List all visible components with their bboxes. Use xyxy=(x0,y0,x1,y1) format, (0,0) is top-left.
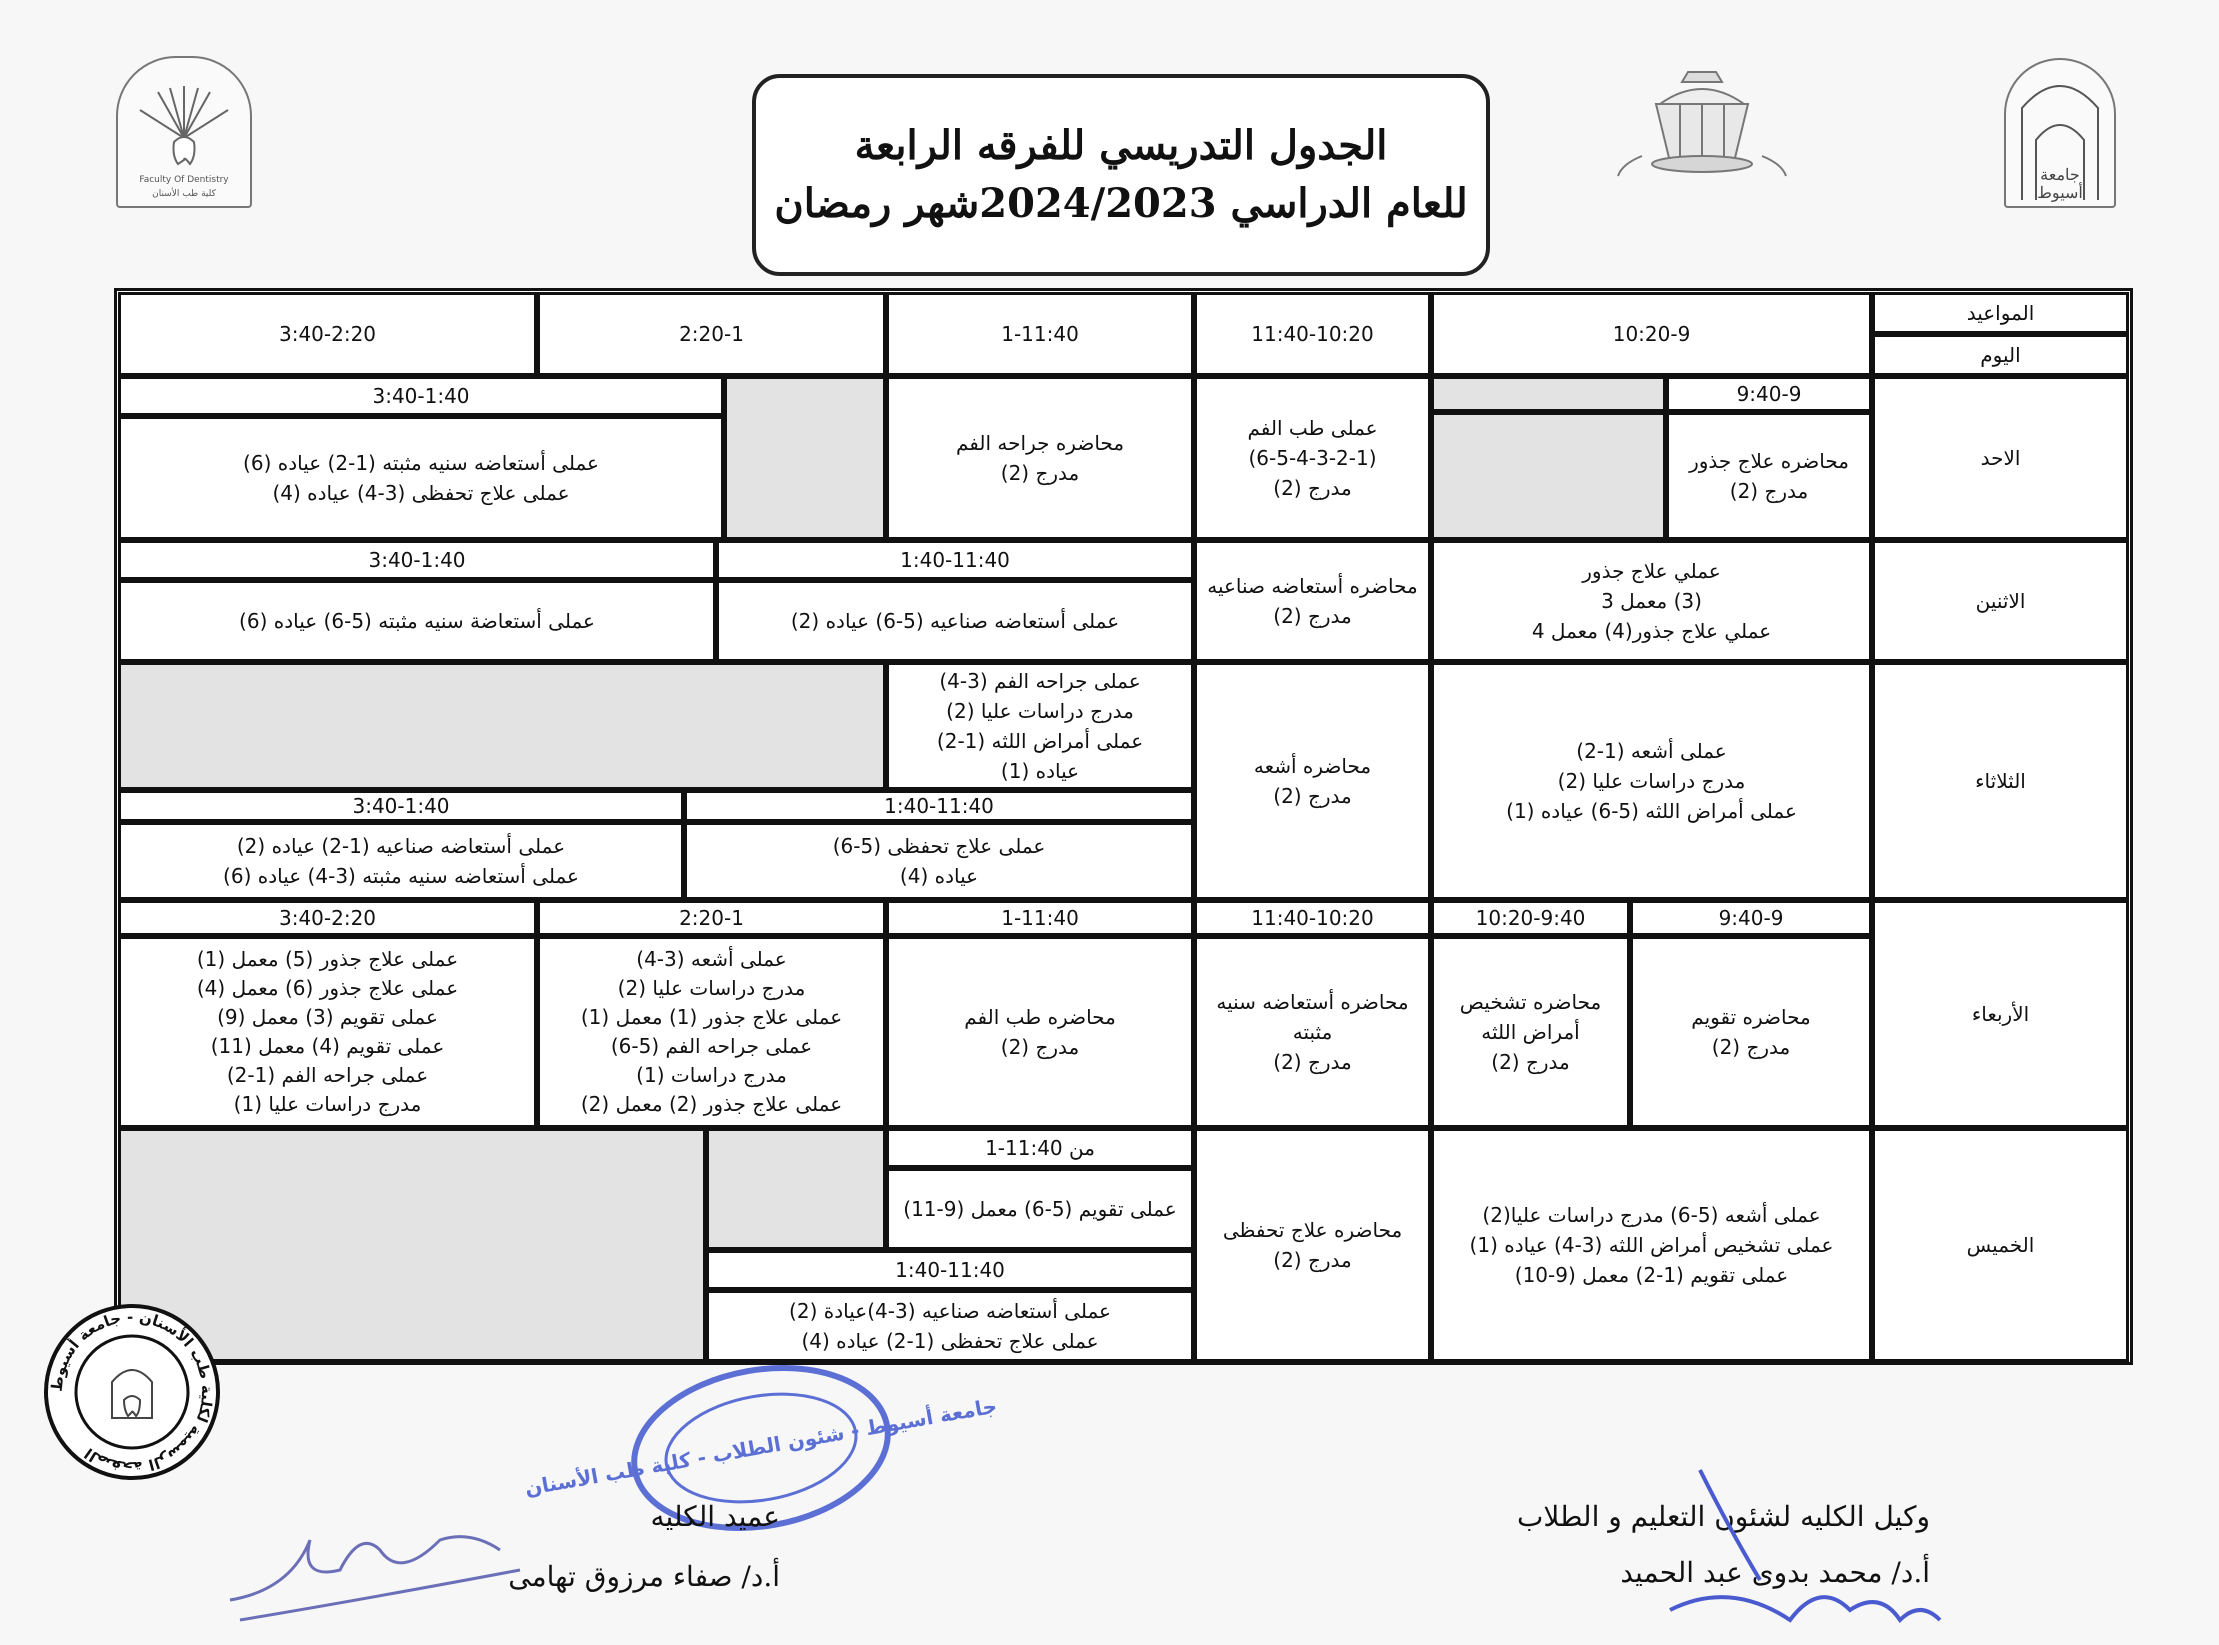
signature-icon xyxy=(1640,1460,1980,1640)
svg-text:جامعة: جامعة xyxy=(2040,165,2080,184)
tue-time-d: 1:40-11:40 xyxy=(684,790,1194,822)
day-thursday: الخميس xyxy=(1872,1128,2129,1362)
sun-time-a: 9:40-9 xyxy=(1666,376,1872,412)
header-slot-3: 1-11:40 xyxy=(886,292,1194,376)
sun-slot-b: عملى طب الفم (6-5-4-3-2-1) مدرج (2) xyxy=(1194,376,1431,540)
tue-slot-e: عملى أستعاضه صناعيه (1-2) عياده (2) عملى أستعاضه سنيه مثبته (3-4) عياده (6) xyxy=(118,822,684,900)
mon-time-c: 1:40-11:40 xyxy=(716,540,1194,580)
wed-time-f: 3:40-2:20 xyxy=(118,900,537,936)
tue-time-e: 3:40-1:40 xyxy=(118,790,684,822)
svg-text:Faculty Of Dentistry: Faculty Of Dentistry xyxy=(139,175,229,185)
thu-slot-d: عملى أستعاضه صناعيه (3-4)عيادة (2) عملى علاج تحفظى (1-2) عياده (4) xyxy=(706,1290,1194,1362)
wed-slot-e: عملى أشعه (3-4) مدرج دراسات عليا (2) عملى علاج جذور (1) معمل (1) عملى جراحه الفم (5-6) مدرج دراسات (1) عملى علاج جذور (2) معمل (2) xyxy=(537,936,886,1128)
university-logo xyxy=(2004,58,2116,208)
header-day: اليوم xyxy=(1872,334,2129,376)
header-appointments: المواعيد xyxy=(1872,292,2129,334)
tue-slot-a: عملى أشعه (1-2) مدرج دراسات عليا (2) عملى أمراض اللثه (5-6) عياده (1) xyxy=(1431,662,1872,900)
mon-time-d: 3:40-1:40 xyxy=(118,540,716,580)
vice-dean-title: وكيل الكليه لشئون التعليم و الطلاب xyxy=(1517,1500,1930,1533)
vice-dean-name: أ.د/ محمد بدوى عبد الحميد xyxy=(1620,1556,1930,1589)
title-line-1: الجدول التدريسي للفرقه الرابعة xyxy=(854,122,1388,169)
wed-slot-f: عملى علاج جذور (5) معمل (1) عملى علاج جذور (6) معمل (4) عملى تقويم (3) معمل (9) عملى تقويم (4) معمل (11) عملى جراحه الفم (1-2) مدرج دراسات عليا (1) xyxy=(118,936,537,1128)
sun-empty-mid xyxy=(1431,412,1666,540)
header-slot-2: 11:40-10:20 xyxy=(1194,292,1431,376)
sun-time-d: 3:40-1:40 xyxy=(118,376,724,416)
wed-slot-a: محاضره تقويم مدرج (2) xyxy=(1630,936,1872,1128)
sun-empty-c xyxy=(724,376,886,540)
day-monday: الاثنين xyxy=(1872,540,2129,662)
sun-slot-a: محاضره علاج جذور مدرج (2) xyxy=(1666,412,1872,540)
tue-empty xyxy=(118,662,886,790)
seal-text: الصفحة الرسمية لكلية طب الأسنان - جامعة أسيوط xyxy=(47,1307,217,1477)
header-slot-4: 2:20-1 xyxy=(537,292,886,376)
mon-slot-d: عملى أستعاضة سنيه مثبته (5-6) عياده (6) xyxy=(118,580,716,662)
lantern-icon xyxy=(1612,64,1792,184)
tooth-sunburst-icon xyxy=(118,58,250,206)
thu-slot-a: عملى أشعه (5-6) مدرج دراسات عليا(2) عملى تشخيص أمراض اللثه (3-4) عياده (1) عملى تقويم (1-2) معمل (9-10) xyxy=(1431,1128,1872,1362)
svg-text:أسيوط: أسيوط xyxy=(2037,183,2083,202)
thu-time-c: من 11:40-1 xyxy=(886,1128,1194,1168)
wed-time-c: 11:40-10:20 xyxy=(1194,900,1431,936)
mon-slot-c: عملى أستعاضه صناعيه (5-6) عياده (2) xyxy=(716,580,1194,662)
faculty-logo xyxy=(116,56,252,208)
day-sunday: الاحد xyxy=(1872,376,2129,540)
vice-dean-signature xyxy=(1640,1460,1980,1640)
day-wednesday: الأربعاء xyxy=(1872,900,2129,1128)
wed-time-b: 10:20-9:40 xyxy=(1431,900,1630,936)
wed-slot-d: محاضره طب الفم مدرج (2) xyxy=(886,936,1194,1128)
thu-empty-small xyxy=(706,1128,886,1250)
thu-slot-c: عملى تقويم (5-6) معمل (9-11) xyxy=(886,1168,1194,1250)
dean-signature xyxy=(220,1490,540,1640)
mon-slot-a: عملي علاج جذور (3) معمل 3 عملي علاج جذور(4) معمل 4 xyxy=(1431,540,1872,662)
thu-time-d: 1:40-11:40 xyxy=(706,1250,1194,1290)
lantern-image xyxy=(1612,64,1792,184)
sun-slot-c: محاضره جراحه الفم مدرج (2) xyxy=(886,376,1194,540)
mon-slot-b: محاضره أستعاضه صناعيه مدرج (2) xyxy=(1194,540,1431,662)
wed-slot-c: محاضره أستعاضه سنيه مثبته مدرج (2) xyxy=(1194,936,1431,1128)
university-gate-icon xyxy=(2006,60,2114,206)
title-line-2: للعام الدراسي 2024/2023شهر رمضان xyxy=(774,180,1468,227)
signature-icon xyxy=(220,1490,540,1640)
header-slot-1: 10:20-9 xyxy=(1431,292,1872,376)
schedule-title xyxy=(752,74,1490,276)
wed-time-a: 9:40-9 xyxy=(1630,900,1872,936)
official-seal xyxy=(40,1300,224,1484)
sun-empty-top xyxy=(1431,376,1666,412)
svg-text:كلية طب الأسنان: كلية طب الأسنان xyxy=(152,189,216,199)
stamp-text: جامعة أسيوط - شئون الطلاب - كلية طب الأسنان xyxy=(522,1393,999,1501)
tue-slot-b: محاضره أشعه مدرج (2) xyxy=(1194,662,1431,900)
dean-name: أ.د/ صفاء مرزوق تهامى xyxy=(508,1560,780,1593)
wed-slot-b: محاضره تشخيص أمراض اللثه مدرج (2) xyxy=(1431,936,1630,1128)
header-slot-5: 3:40-2:20 xyxy=(118,292,537,376)
wed-time-e: 2:20-1 xyxy=(537,900,886,936)
thu-slot-b: محاضره علاج تحفظى مدرج (2) xyxy=(1194,1128,1431,1362)
sun-slot-d: عملى أستعاضه سنيه مثبته (1-2) عياده (6) عملى علاج تحفظى (3-4) عياده (4) xyxy=(118,416,724,540)
tue-slot-d: عملى علاج تحفظى (5-6) عياده (4) xyxy=(684,822,1194,900)
wed-time-d: 1-11:40 xyxy=(886,900,1194,936)
seal-icon xyxy=(40,1300,224,1484)
dean-title: عميد الكليه xyxy=(650,1500,780,1533)
day-tuesday: الثلاثاء xyxy=(1872,662,2129,900)
tue-slot-c: عملى جراحه الفم (3-4) مدرج دراسات عليا (2) عملى أمراض اللثه (1-2) عياده (1) xyxy=(886,662,1194,790)
